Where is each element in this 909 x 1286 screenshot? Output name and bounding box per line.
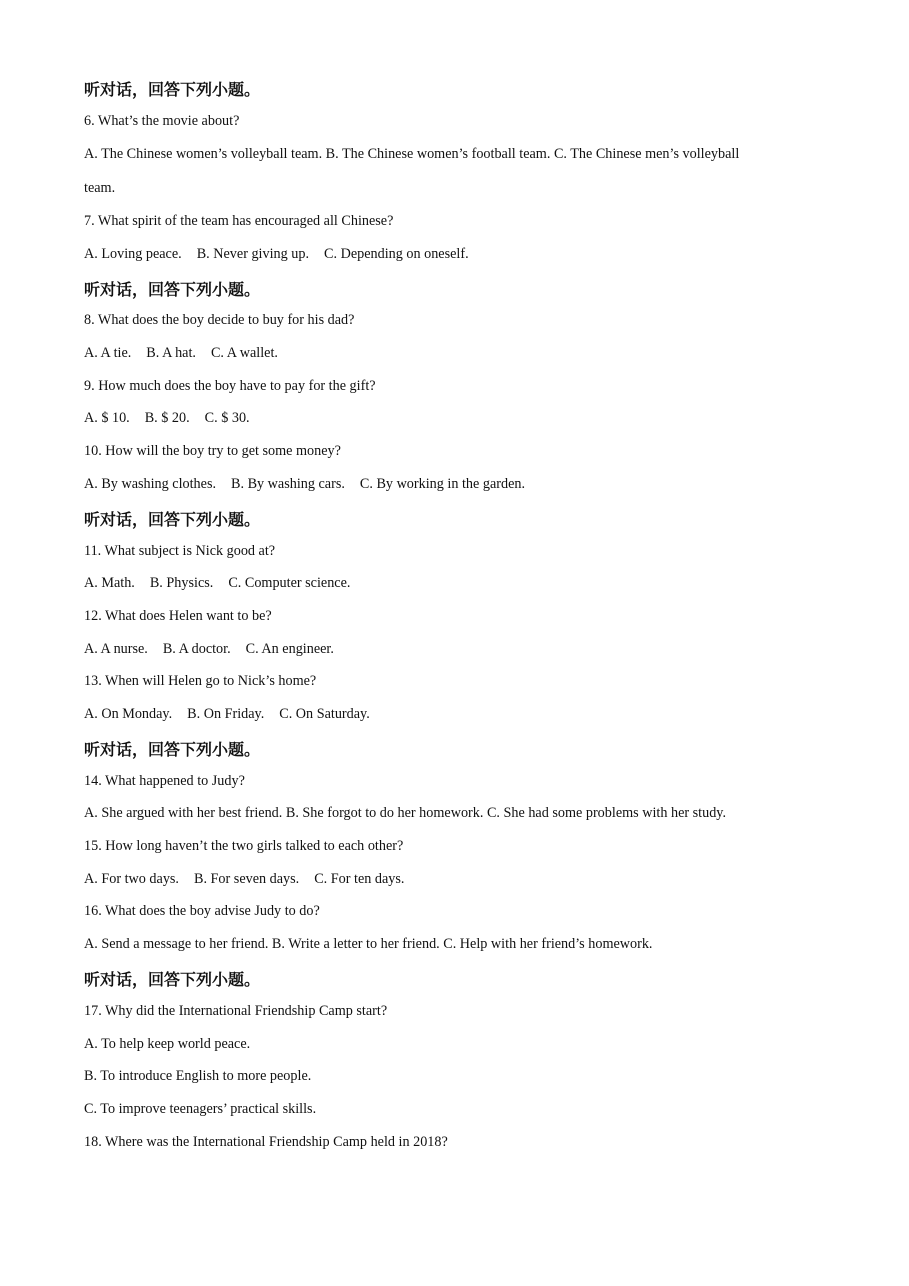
question-12: 12. What does Helen want to be? xyxy=(84,608,272,624)
question-17-option-b: B. To introduce English to more people. xyxy=(84,1068,312,1084)
option-b: B. A doctor. xyxy=(162,641,231,657)
question-6-options: A. The Chinese women’s volleyball team. B. The Chinese women’s football team. C. The Chinese men’s volleyball xyxy=(84,146,740,162)
option-c: C. For ten days. xyxy=(314,871,405,887)
question-8-options xyxy=(84,345,278,362)
question-13-options xyxy=(84,706,370,723)
question-16-options: A. Send a message to her friend. B. Write a letter to her friend. C. Help with her friend’s homework. xyxy=(84,936,653,952)
question-16: 16. What does the boy advise Judy to do? xyxy=(84,903,320,919)
question-9-options xyxy=(84,410,250,427)
question-9: 9. How much does the boy have to pay for the gift? xyxy=(84,378,376,394)
option-a: A. $ 10. xyxy=(84,410,130,426)
question-8: 8. What does the boy decide to buy for his dad? xyxy=(84,312,355,328)
question-7-options xyxy=(84,246,469,263)
option-b: B. A hat. xyxy=(146,345,196,361)
question-17-option-a: A. To help keep world peace. xyxy=(84,1036,251,1052)
question-17: 17. Why did the International Friendship Camp start? xyxy=(84,1003,388,1019)
option-c: C. An engineer. xyxy=(245,641,334,657)
option-c: C. Depending on oneself. xyxy=(324,246,469,262)
section-heading: 听对话，回答下列小题。 xyxy=(84,80,261,99)
question-10: 10. How will the boy try to get some money? xyxy=(84,443,341,459)
section-heading: 听对话，回答下列小题。 xyxy=(84,510,261,529)
option-c: C. $ 30. xyxy=(204,410,250,426)
question-13: 13. When will Helen go to Nick’s home? xyxy=(84,673,317,689)
option-a: A. By washing clothes. xyxy=(84,476,217,492)
question-17-option-c: C. To improve teenagers’ practical skills. xyxy=(84,1101,317,1117)
question-14-options: A. She argued with her best friend. B. She forgot to do her homework. C. She had some problems with her study. xyxy=(84,805,727,821)
question-18: 18. Where was the International Friendship Camp held in 2018? xyxy=(84,1134,448,1150)
question-15-options xyxy=(84,871,404,888)
option-c: C. On Saturday. xyxy=(279,706,370,722)
option-c: C. By working in the garden. xyxy=(359,476,526,492)
section-heading: 听对话，回答下列小题。 xyxy=(84,280,261,299)
question-11: 11. What subject is Nick good at? xyxy=(84,543,276,559)
option-a: A. For two days. xyxy=(84,871,179,887)
option-a: A. Loving peace. xyxy=(84,246,182,262)
option-b: B. For seven days. xyxy=(193,871,300,887)
section-heading: 听对话，回答下列小题。 xyxy=(84,740,261,759)
section-heading: 听对话，回答下列小题。 xyxy=(84,970,261,989)
question-12-options xyxy=(84,641,334,658)
option-c: C. A wallet. xyxy=(210,345,278,361)
question-6-options-continued: team. xyxy=(84,180,116,196)
option-b: B. Physics. xyxy=(149,575,214,591)
option-c: C. Computer science. xyxy=(228,575,351,591)
question-10-options xyxy=(84,476,525,493)
question-7: 7. What spirit of the team has encouraged all Chinese? xyxy=(84,213,394,229)
option-b: B. Never giving up. xyxy=(196,246,310,262)
question-6: 6. What’s the movie about? xyxy=(84,113,240,129)
option-a: A. Math. xyxy=(84,575,135,591)
question-14: 14. What happened to Judy? xyxy=(84,773,245,789)
option-a: A. A nurse. xyxy=(84,641,148,657)
option-a: A. A tie. xyxy=(84,345,132,361)
option-b: B. On Friday. xyxy=(187,706,265,722)
question-11-options xyxy=(84,575,350,592)
option-b: B. By washing cars. xyxy=(231,476,345,492)
question-15: 15. How long haven’t the two girls talked to each other? xyxy=(84,838,404,854)
option-b: B. $ 20. xyxy=(144,410,190,426)
option-a: A. On Monday. xyxy=(84,706,173,722)
